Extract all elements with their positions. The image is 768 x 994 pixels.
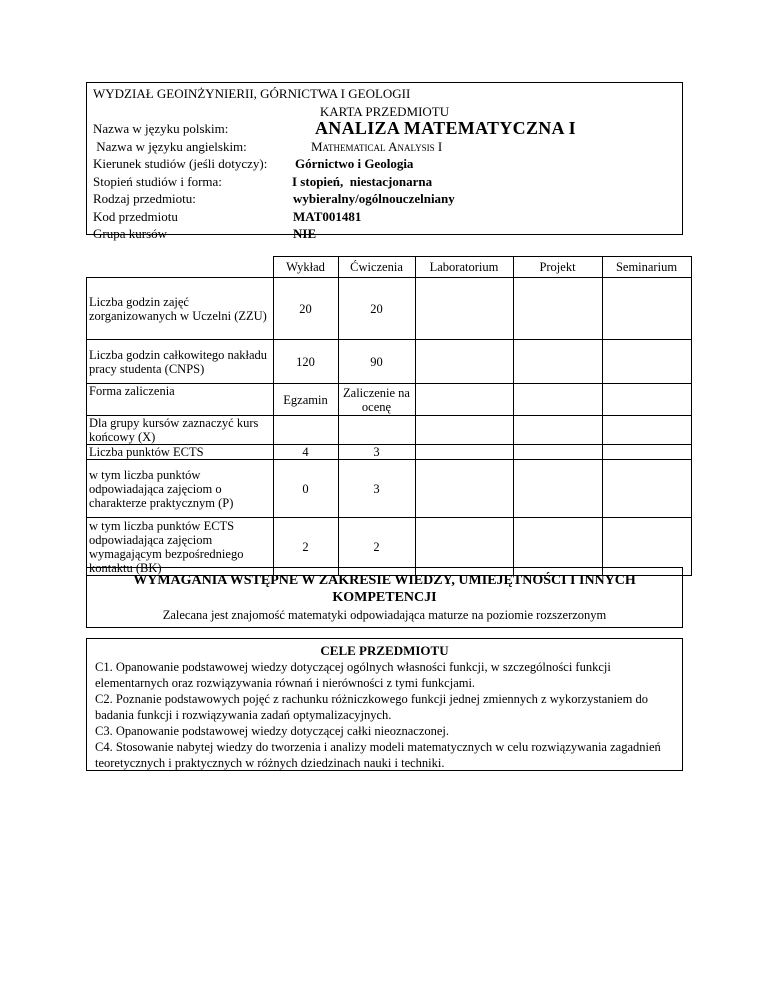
table-cell — [513, 416, 602, 445]
goal-item-c2: C2. Poznanie podstawowych pojęć z rachunku różniczkowego funkcji jednej zmiennych z wykorzystaniem do badania funkcji i rozwiązywania zadań optymalizacyjnych. — [95, 692, 648, 722]
row-label-direct-contact: w tym liczba punktów ECTS odpowiadająca zajęciom wymagającym bezpośredniego kontaktu (BK) — [87, 518, 274, 576]
col-header-laboratory: Laboratorium — [415, 257, 513, 278]
table-cell — [602, 340, 691, 384]
table-row — [87, 340, 692, 384]
table-cell — [602, 278, 691, 340]
table-cell — [513, 460, 602, 518]
table-cell — [513, 445, 602, 460]
table-cell — [513, 384, 602, 416]
goal-item-c4: C4. Stosowanie nabytej wiedzy do tworzenia i analizy modeli matematycznych w celu rozwiązywania zagadnień teoretycznych i praktycznych w różnych dziedzinach nauki i techniki. — [95, 740, 661, 770]
col-header-project: Projekt — [513, 257, 602, 278]
prerequisites-text: Zalecana jest znajomość matematyki odpowiadająca maturze na poziomie rozszerzonym — [162, 608, 607, 622]
hours-table — [86, 256, 692, 576]
table-cell — [415, 340, 513, 384]
faculty-name: WYDZIAŁ GEOINŻYNIERII, GÓRNICTWA I GEOLOGII — [93, 86, 411, 101]
table-cell — [415, 460, 513, 518]
table-cell: 0 — [273, 460, 338, 518]
table-row — [87, 445, 692, 460]
table-cell — [602, 416, 691, 445]
course-header — [86, 82, 683, 241]
table-cell: Zaliczenie na ocenę — [338, 384, 415, 416]
code-value: MAT001481 — [293, 208, 362, 224]
level-label: Stopień studiów i forma: — [93, 173, 222, 189]
row-label-ects: Liczba punktów ECTS — [87, 445, 274, 460]
table-cell: 3 — [338, 460, 415, 518]
header-row-level — [93, 173, 676, 191]
col-header-exercises: Ćwiczenia — [338, 257, 415, 278]
table-corner-cell — [87, 257, 274, 278]
col-header-seminar: Seminarium — [602, 257, 691, 278]
prerequisites-title: WYMAGANIA WSTĘPNE W ZAKRESIE WIEDZY, UMIEJĘTNOŚCI I INNYCH KOMPETENCJI — [133, 573, 636, 605]
table-cell: 2 — [273, 518, 338, 576]
group-value: NIE — [293, 226, 317, 241]
col-header-lecture: Wykład — [273, 257, 338, 278]
row-label-practical: w tym liczba punktów odpowiadająca zajęciom o charakterze praktycznym (P) — [87, 460, 274, 518]
type-value: wybieralny/ogólnouczelniany — [293, 191, 455, 206]
table-cell: 90 — [338, 340, 415, 384]
header-row-type — [93, 190, 676, 208]
table-cell: 4 — [273, 445, 338, 460]
table-cell — [415, 445, 513, 460]
table-cell — [338, 416, 415, 445]
table-row — [87, 460, 692, 518]
code-label: Kod przedmiotu — [93, 208, 178, 224]
goals-title: CELE PRZEDMIOTU — [320, 643, 449, 658]
type-label: Rodzaj przedmiotu: — [93, 191, 196, 206]
header-row-field — [93, 155, 676, 173]
row-label-zzu: Liczba godzin zajęć zorganizowanych w Uczelni (ZZU) — [87, 278, 274, 340]
header-row-polish-name — [93, 120, 676, 138]
header-row-group — [93, 225, 676, 243]
row-label-final-course: Dla grupy kursów zaznaczyć kurs końcowy (X) — [87, 416, 274, 445]
goal-item-c3: C3. Opanowanie podstawowej wiedzy dotyczącej całki nieoznaczonej. — [95, 724, 450, 738]
polish-name-label: Nazwa w języku polskim: — [93, 121, 229, 136]
table-row — [87, 278, 692, 340]
row-label-assessment: Forma zaliczenia — [87, 384, 274, 416]
course-goals-section — [86, 638, 683, 771]
table-cell — [602, 445, 691, 460]
table-row — [87, 384, 692, 416]
card-title: KARTA PRZEDMIOTU — [319, 103, 450, 119]
table-cell — [602, 460, 691, 518]
row-label-cnps: Liczba godzin całkowitego nakładu pracy studenta (CNPS) — [87, 340, 274, 384]
polish-name-value: ANALIZA MATEMATYCZNA I — [315, 118, 576, 138]
table-cell: 120 — [273, 340, 338, 384]
english-name-value: Mathematical Analysis I — [311, 138, 443, 154]
english-name-label: Nazwa w języku angielskim: — [93, 138, 247, 154]
table-cell — [602, 384, 691, 416]
table-header-row — [87, 257, 692, 278]
table-cell — [415, 384, 513, 416]
table-cell — [273, 416, 338, 445]
table-cell — [513, 278, 602, 340]
table-cell — [415, 278, 513, 340]
level-value: I stopień, niestacjonarna — [292, 173, 433, 189]
prerequisites-section — [86, 567, 683, 628]
table-cell: 20 — [338, 278, 415, 340]
goal-item-c1: C1. Opanowanie podstawowej wiedzy dotyczącej ogólnych własności funkcji, w szczególności funkcji elementarnych oraz rozwiązywania równań i nierówności z tymi funkcjami. — [95, 660, 611, 690]
table-cell: 3 — [338, 445, 415, 460]
table-cell — [415, 416, 513, 445]
group-label: Grupa kursów — [93, 226, 168, 241]
table-row — [87, 416, 692, 445]
field-value: Górnictwo i Geologia — [295, 156, 414, 171]
table-cell: 2 — [338, 518, 415, 576]
field-label: Kierunek studiów (jeśli dotyczy): — [93, 156, 268, 171]
table-cell: Egzamin — [273, 384, 338, 416]
header-row-code — [93, 208, 676, 226]
table-cell — [513, 340, 602, 384]
table-cell: 20 — [273, 278, 338, 340]
header-row-english-name — [93, 138, 676, 156]
